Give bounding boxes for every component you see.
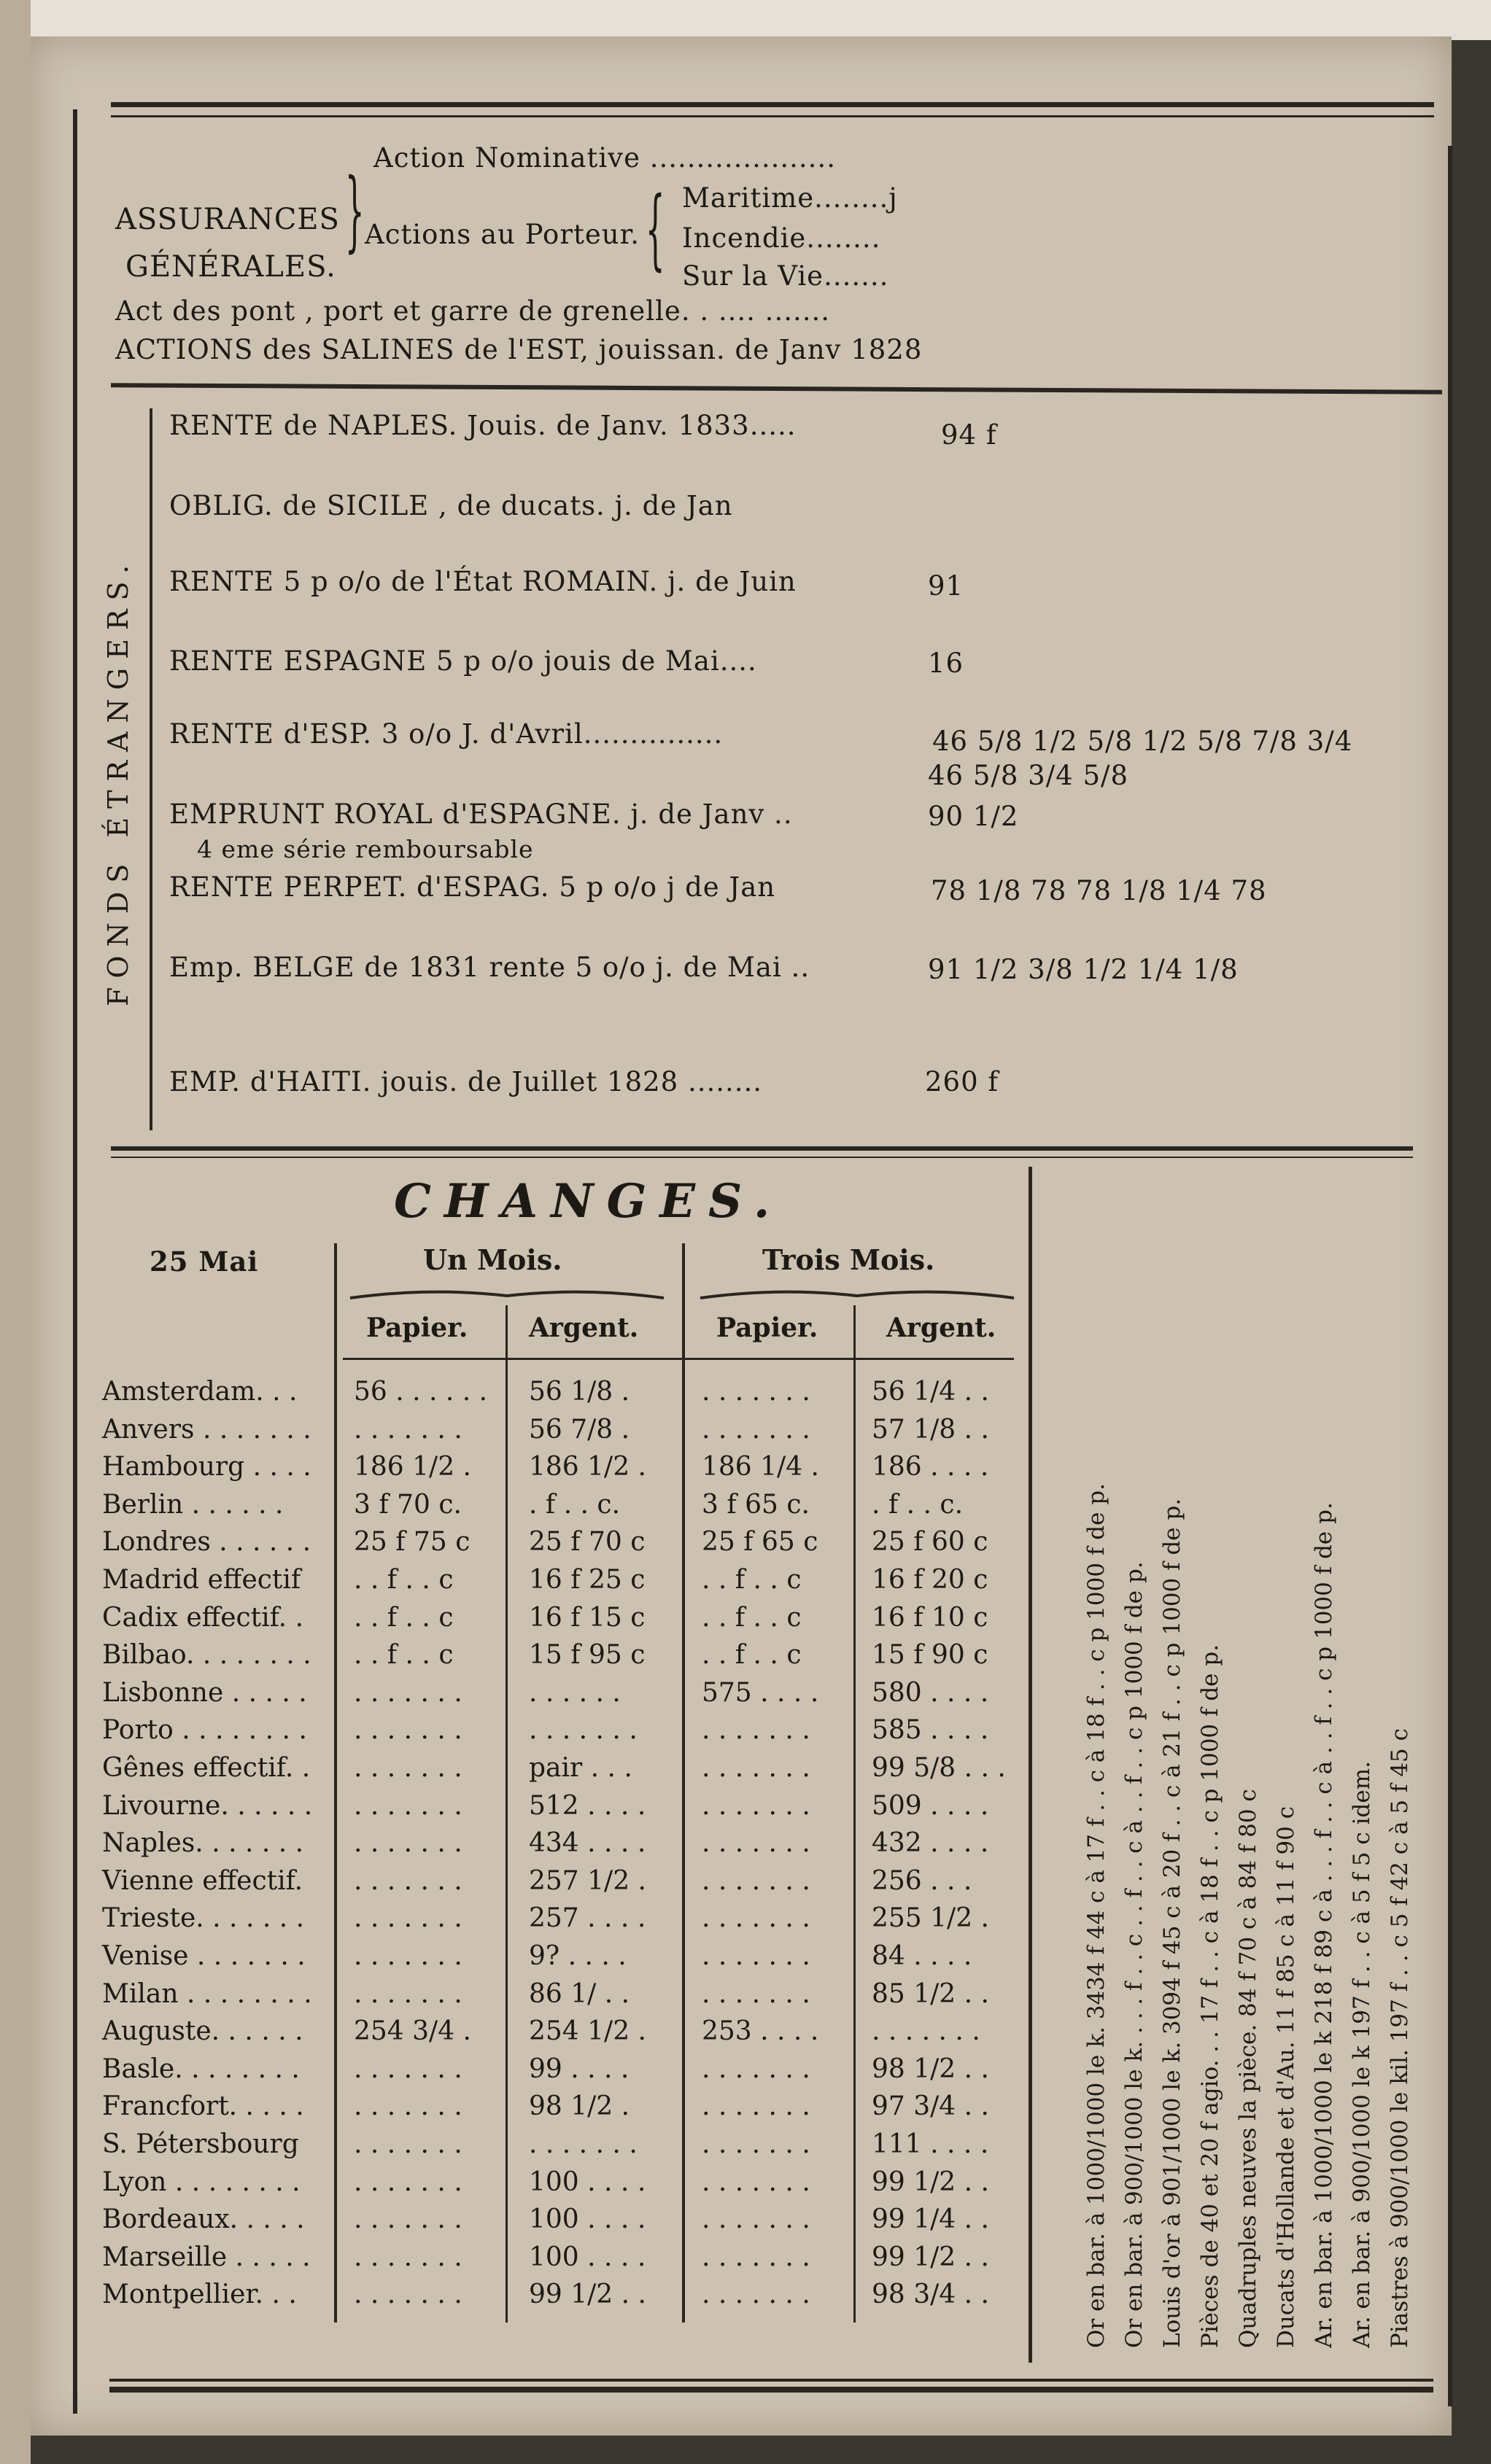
argent-3-mois: 84 . . . . xyxy=(872,1941,972,1971)
papier-1-mois: . . . . . . . xyxy=(354,2242,462,2272)
emp-haiti-value: 260 f xyxy=(925,1066,999,1097)
city-name: Madrid effectif xyxy=(102,1565,301,1595)
argent-1-mois: 15 f 95 c xyxy=(529,1640,646,1671)
argent-3-mois: 99 5/8 . . . xyxy=(872,1753,1006,1783)
papier-3-mois: . . . . . . . xyxy=(702,1828,810,1859)
argent-1-mois: 434 . . . . xyxy=(529,1828,646,1859)
book-spine xyxy=(0,0,31,2464)
right-border xyxy=(1448,146,1452,2406)
papier-1-header: Papier. xyxy=(366,1313,468,1343)
city-name: Basle. . . . . . . . xyxy=(102,2053,300,2084)
papier-3-mois: 575 . . . . xyxy=(702,1677,819,1708)
table-row xyxy=(102,1565,1029,1601)
table-row xyxy=(102,2204,1029,2241)
table-row xyxy=(102,2054,1029,2091)
emp-haiti: EMP. d'HAITI. jouis. de Juillet 1828 ........ xyxy=(169,1066,763,1097)
papier-3-mois: . . . . . . . xyxy=(702,2204,810,2235)
papier-1-mois: . . . . . . . xyxy=(354,2091,462,2122)
papier-3-mois: . . f . . c xyxy=(702,1602,802,1633)
table-row xyxy=(102,1866,1029,1903)
papier-1-mois: . . . . . . . xyxy=(354,1715,462,1746)
city-name: Hambourg . . . . xyxy=(102,1452,311,1482)
papier-3-mois: 25 f 65 c xyxy=(702,1527,818,1558)
argent-1-mois: 56 7/8 . xyxy=(529,1414,630,1445)
argent-3-mois: 15 f 90 c xyxy=(872,1640,988,1671)
table-row xyxy=(102,1753,1029,1789)
brace-left: } xyxy=(344,160,365,262)
city-name: Naples. . . . . . . xyxy=(102,1828,304,1859)
top-double-rule xyxy=(111,102,1434,107)
rente-romain-value: 91 xyxy=(928,570,964,602)
argent-3-mois: 186 . . . . xyxy=(872,1452,989,1482)
generales-label: GÉNÉRALES. xyxy=(125,250,336,284)
top-double-rule-thin xyxy=(111,115,1434,117)
papier-3-mois: . . f . . c xyxy=(702,1565,802,1595)
papier-3-header: Papier. xyxy=(716,1313,818,1343)
city-name: Trieste. . . . . . . xyxy=(102,1903,305,1934)
papier-3-mois: . . . . . . . xyxy=(702,2091,810,2122)
argent-1-mois: 16 f 15 c xyxy=(529,1602,646,1633)
table-row xyxy=(102,2242,1029,2279)
table-row xyxy=(102,1791,1029,1827)
table-row xyxy=(102,1603,1029,1639)
argent-1-mois: 257 1/2 . xyxy=(529,1865,646,1896)
emprunt-royal-serie: 4 eme série remboursable xyxy=(197,835,534,863)
argent-3-mois: 98 1/2 . . xyxy=(872,2053,989,2084)
argent-3-mois: 57 1/8 . . xyxy=(872,1414,989,1445)
papier-1-mois: 3 f 70 c. xyxy=(354,1489,462,1520)
section-rule-2-thin xyxy=(111,1157,1413,1158)
papier-3-mois: . . . . . . . xyxy=(702,2242,810,2272)
table-row xyxy=(102,1941,1029,1978)
rente-espagne-value: 16 xyxy=(928,648,964,679)
sur-la-vie: Sur la Vie....... xyxy=(682,260,889,292)
act-ponts: Act des pont , port et garre de grenelle. . .... ....... xyxy=(115,295,831,327)
papier-1-mois: . . . . . . . xyxy=(354,2129,462,2159)
table-row xyxy=(102,2016,1029,2053)
page-top-edge xyxy=(0,0,1491,40)
metal-quote: Ar. en bar. à 900/1000 le k 197 f . . c à 5 f 5 c idem. xyxy=(1349,1761,1375,2348)
table-row xyxy=(102,1903,1029,1940)
argent-3-mois: 585 . . . . xyxy=(872,1715,989,1746)
table-row xyxy=(102,2280,1029,2316)
argent-1-mois: 9? . . . . xyxy=(529,1941,627,1971)
papier-1-mois: . . . . . . . xyxy=(354,1978,462,2009)
papier-3-mois: . . . . . . . xyxy=(702,1941,810,1971)
bottom-double-rule-thick xyxy=(109,2387,1433,2393)
assurances-label: ASSURANCES xyxy=(115,203,340,236)
table-row xyxy=(102,2091,1029,2128)
brace-right: { xyxy=(645,179,665,280)
table-row xyxy=(102,1415,1029,1451)
oblig-sicile: OBLIG. de SICILE , de ducats. j. de Jan xyxy=(169,490,733,521)
rente-romain: RENTE 5 p o/o de l'État ROMAIN. j. de Juin xyxy=(169,566,797,597)
papier-1-mois: . . . . . . . xyxy=(354,1677,462,1708)
metal-quote: Quadruples neuves la pièce. 84 f 70 c à 84 f 80 c xyxy=(1235,1789,1261,2348)
incendie: Incendie........ xyxy=(682,222,881,254)
city-name: S. Pétersbourg xyxy=(102,2129,299,2159)
papier-1-mois: 186 1/2 . xyxy=(354,1452,471,1482)
argent-3-mois: 16 f 10 c xyxy=(872,1602,988,1633)
city-name: Lisbonne . . . . . xyxy=(102,1677,307,1708)
argent-1-mois: 100 . . . . xyxy=(529,2166,646,2197)
argent-3-mois: . f . . c. xyxy=(872,1489,964,1520)
metal-quote: Or en bar. à 1000/1000 le k. 3434 f 44 c à 17 f . . c à 18 f . . c p 1000 f de p. xyxy=(1083,1482,1109,2348)
actions-salines: ACTIONS des SALINES de l'EST, jouissan. de Janv 1828 xyxy=(115,334,923,365)
papier-3-mois: 186 1/4 . xyxy=(702,1452,819,1482)
papier-1-mois: . . . . . . . xyxy=(354,1865,462,1896)
table-row xyxy=(102,1640,1029,1676)
argent-1-mois: 254 1/2 . xyxy=(529,2016,646,2047)
argent-1-mois: 56 1/8 . xyxy=(529,1377,630,1407)
papier-1-mois: . . . . . . . xyxy=(354,1753,462,1783)
city-name: Cadix effectif. . xyxy=(102,1602,304,1633)
argent-1-mois: . f . . c. xyxy=(529,1489,621,1520)
argent-1-mois: pair . . . xyxy=(529,1753,632,1783)
argent-1-mois: 86 1/ . . xyxy=(529,1978,630,2009)
papier-3-mois: . . . . . . . xyxy=(702,2166,810,2197)
argent-1-mois: . . . . . . . xyxy=(529,2129,638,2159)
subheader-rule xyxy=(343,1358,1014,1360)
trois-mois-header: Trois Mois. xyxy=(762,1243,935,1276)
argent-1-header: Argent. xyxy=(529,1313,639,1343)
argent-3-mois: 85 1/2 . . xyxy=(872,1978,989,2009)
argent-3-mois: 509 . . . . xyxy=(872,1790,989,1821)
argent-3-mois: 99 1/4 . . xyxy=(872,2204,989,2235)
papier-3-mois: . . . . . . . xyxy=(702,2129,810,2159)
papier-1-mois: . . . . . . . xyxy=(354,2053,462,2084)
table-row xyxy=(102,1979,1029,2016)
argent-1-mois: 100 . . . . xyxy=(529,2242,646,2272)
papier-1-mois: . . . . . . . xyxy=(354,1828,462,1859)
table-row xyxy=(102,2167,1029,2204)
metal-quote: Piastres à 900/1000 le kil. 197 f . . c 5 f 42 c à 5 f 45 c xyxy=(1387,1728,1413,2348)
city-name: Bilbao. . . . . . . . xyxy=(102,1640,311,1671)
papier-3-mois: . . f . . c xyxy=(702,1640,802,1671)
city-name: Bordeaux. . . . . xyxy=(102,2204,305,2235)
argent-3-mois: 256 . . . xyxy=(872,1865,972,1896)
metal-quote: Pièces de 40 et 20 f agio. . . 17 f . . c à 18 f . . c p 1000 f de p. xyxy=(1197,1644,1223,2348)
rente-naples-value: 94 f xyxy=(941,419,997,451)
papier-1-mois: . . . . . . . xyxy=(354,2166,462,2197)
papier-3-mois: . . . . . . . xyxy=(702,1715,810,1746)
papier-1-mois: 254 3/4 . xyxy=(354,2016,471,2047)
city-name: Londres . . . . . . xyxy=(102,1527,311,1558)
argent-3-mois: 97 3/4 . . xyxy=(872,2091,989,2122)
argent-1-mois: 100 . . . . xyxy=(529,2204,646,2235)
papier-3-mois: . . . . . . . xyxy=(702,1414,810,1445)
fonds-left-rule xyxy=(150,408,152,1130)
argent-1-mois: 99 . . . . xyxy=(529,2053,630,2084)
argent-3-mois: 111 . . . . xyxy=(872,2129,989,2159)
city-name: Lyon . . . . . . . . xyxy=(102,2166,301,2197)
papier-3-mois: . . . . . . . xyxy=(702,1377,810,1407)
city-name: Vienne effectif. xyxy=(102,1865,303,1896)
argent-1-mois: . . . . . . . xyxy=(529,1715,638,1746)
emprunt-royal-value: 90 1/2 xyxy=(928,801,1019,832)
argent-3-mois: 255 1/2 . xyxy=(872,1903,989,1934)
argent-3-mois: 25 f 60 c xyxy=(872,1527,988,1558)
argent-1-mois: 16 f 25 c xyxy=(529,1565,646,1595)
city-name: Venise . . . . . . . xyxy=(102,1941,306,1971)
emprunt-royal: EMPRUNT ROYAL d'ESPAGNE. j. de Janv .. xyxy=(169,798,793,830)
action-nominative: Action Nominative .................... xyxy=(373,142,836,174)
city-name: Montpellier. . . xyxy=(102,2280,297,2310)
city-name: Amsterdam. . . xyxy=(102,1377,298,1407)
city-name: Berlin . . . . . . xyxy=(102,1489,284,1520)
rente-perpet-value: 78 1/8 78 78 1/8 1/4 78 xyxy=(931,875,1267,906)
metal-quote: Ducats d'Hollande et d'Au. 11 f 85 c à 11 f 90 c xyxy=(1273,1806,1299,2348)
bottom-double-rule xyxy=(109,2379,1433,2382)
papier-3-mois: . . . . . . . xyxy=(702,1753,810,1783)
papier-1-mois: . . . . . . . xyxy=(354,1790,462,1821)
metal-quote: Or en bar. à 900/1000 le k. . . . f . . c . . f . . c à . . f . . c p 1000 f de p. xyxy=(1121,1561,1147,2348)
section-rule-2 xyxy=(111,1146,1413,1151)
papier-1-mois: . . f . . c xyxy=(354,1602,454,1633)
argent-3-mois: 432 . . . . xyxy=(872,1828,989,1859)
papier-3-mois: . . . . . . . xyxy=(702,1790,810,1821)
city-name: Gênes effectif. . xyxy=(102,1753,311,1783)
argent-3-mois: 56 1/4 . . xyxy=(872,1377,989,1407)
table-row xyxy=(102,1678,1029,1714)
argent-1-mois: . . . . . . xyxy=(529,1677,621,1708)
papier-3-mois: . . . . . . . xyxy=(702,1978,810,2009)
rente-perpet: RENTE PERPET. d'ESPAG. 5 p o/o j de Jan xyxy=(169,871,776,903)
papier-1-mois: . . . . . . . xyxy=(354,1414,462,1445)
un-mois-header: Un Mois. xyxy=(423,1243,562,1276)
rente-naples: RENTE de NAPLES. Jouis. de Janv. 1833..... xyxy=(169,410,797,441)
papier-1-mois: 56 . . . . . . xyxy=(354,1377,488,1407)
table-row xyxy=(102,1490,1029,1526)
argent-3-mois: 99 1/2 . . xyxy=(872,2166,989,2197)
metal-quote: Ar. en bar. à 1000/1000 le k 218 f 89 c à . . . f . . c à . . f . . c p 1000 f de p. xyxy=(1311,1502,1337,2348)
argent-1-mois: 99 1/2 . . xyxy=(529,2280,646,2310)
papier-3-mois: . . . . . . . xyxy=(702,1865,810,1896)
argent-1-mois: 512 . . . . xyxy=(529,1790,646,1821)
argent-1-mois: 25 f 70 c xyxy=(529,1527,646,1558)
argent-1-mois: 186 1/2 . xyxy=(529,1452,646,1482)
argent-3-mois: 98 3/4 . . xyxy=(872,2280,989,2310)
maritime: Maritime........j xyxy=(682,182,898,214)
city-name: Auguste. . . . . . xyxy=(102,2016,303,2047)
papier-3-mois: 253 . . . . xyxy=(702,2016,819,2047)
papier-3-mois: . . . . . . . xyxy=(702,2280,810,2310)
table-row xyxy=(102,1828,1029,1865)
table-row xyxy=(102,1452,1029,1488)
argent-3-mois: 580 . . . . xyxy=(872,1677,989,1708)
city-name: Porto . . . . . . . . xyxy=(102,1715,307,1746)
argent-3-mois: 16 f 20 c xyxy=(872,1565,988,1595)
rente-esp-3: RENTE d'ESP. 3 o/o J. d'Avril............... xyxy=(169,718,724,750)
city-name: Milan . . . . . . . . xyxy=(102,1978,312,2009)
argent-3-header: Argent. xyxy=(886,1313,996,1343)
papier-1-mois: . . f . . c xyxy=(354,1640,454,1671)
city-name: Anvers . . . . . . . xyxy=(102,1414,311,1445)
table-row xyxy=(102,2129,1029,2166)
argent-3-mois: . . . . . . . xyxy=(872,2016,980,2047)
papier-1-mois: . . . . . . . xyxy=(354,2280,462,2310)
metal-quote: Louis d'or à 901/1000 le k. 3094 f 45 c à 20 f . . c à 21 f . . c p 1000 f de p. xyxy=(1159,1498,1185,2348)
emp-belge-value: 91 1/2 3/8 1/2 1/4 1/8 xyxy=(928,954,1239,985)
argent-1-mois: 98 1/2 . xyxy=(529,2091,630,2122)
papier-1-mois: . . . . . . . xyxy=(354,1941,462,1971)
emp-belge: Emp. BELGE de 1831 rente 5 o/o j. de Mai .. xyxy=(169,952,810,983)
papier-1-mois: . . . . . . . xyxy=(354,1903,462,1934)
changes-date: 25 Mai xyxy=(150,1245,259,1278)
city-name: Marseille . . . . . xyxy=(102,2242,311,2272)
papier-3-mois: . . . . . . . xyxy=(702,2053,810,2084)
col-rule-5 xyxy=(1029,1167,1032,2363)
changes-title: CHANGES. xyxy=(394,1174,783,1229)
papier-3-mois: . . . . . . . xyxy=(702,1903,810,1934)
table-row xyxy=(102,1715,1029,1752)
left-border xyxy=(73,109,77,2414)
fonds-etrangers-label: FONDS ÉTRANGERS. xyxy=(102,556,134,1006)
table-row xyxy=(102,1527,1029,1563)
city-name: Livourne. . . . . . xyxy=(102,1790,313,1821)
papier-1-mois: . . f . . c xyxy=(354,1565,454,1595)
argent-3-mois: 99 1/2 . . xyxy=(872,2242,989,2272)
papier-1-mois: . . . . . . . xyxy=(354,2204,462,2235)
table-row xyxy=(102,1377,1029,1413)
papier-3-mois: 3 f 65 c. xyxy=(702,1489,810,1520)
actions-porteur: Actions au Porteur. xyxy=(365,219,640,250)
rente-esp-3-value2: 46 5/8 3/4 5/8 xyxy=(928,760,1129,791)
rente-espagne: RENTE ESPAGNE 5 p o/o jouis de Mai.... xyxy=(169,645,757,677)
papier-1-mois: 25 f 75 c xyxy=(354,1527,470,1558)
city-name: Francfort. . . . . xyxy=(102,2091,304,2122)
rente-esp-3-value: 46 5/8 1/2 5/8 1/2 5/8 7/8 3/4 xyxy=(932,726,1353,757)
argent-1-mois: 257 . . . . xyxy=(529,1903,646,1934)
